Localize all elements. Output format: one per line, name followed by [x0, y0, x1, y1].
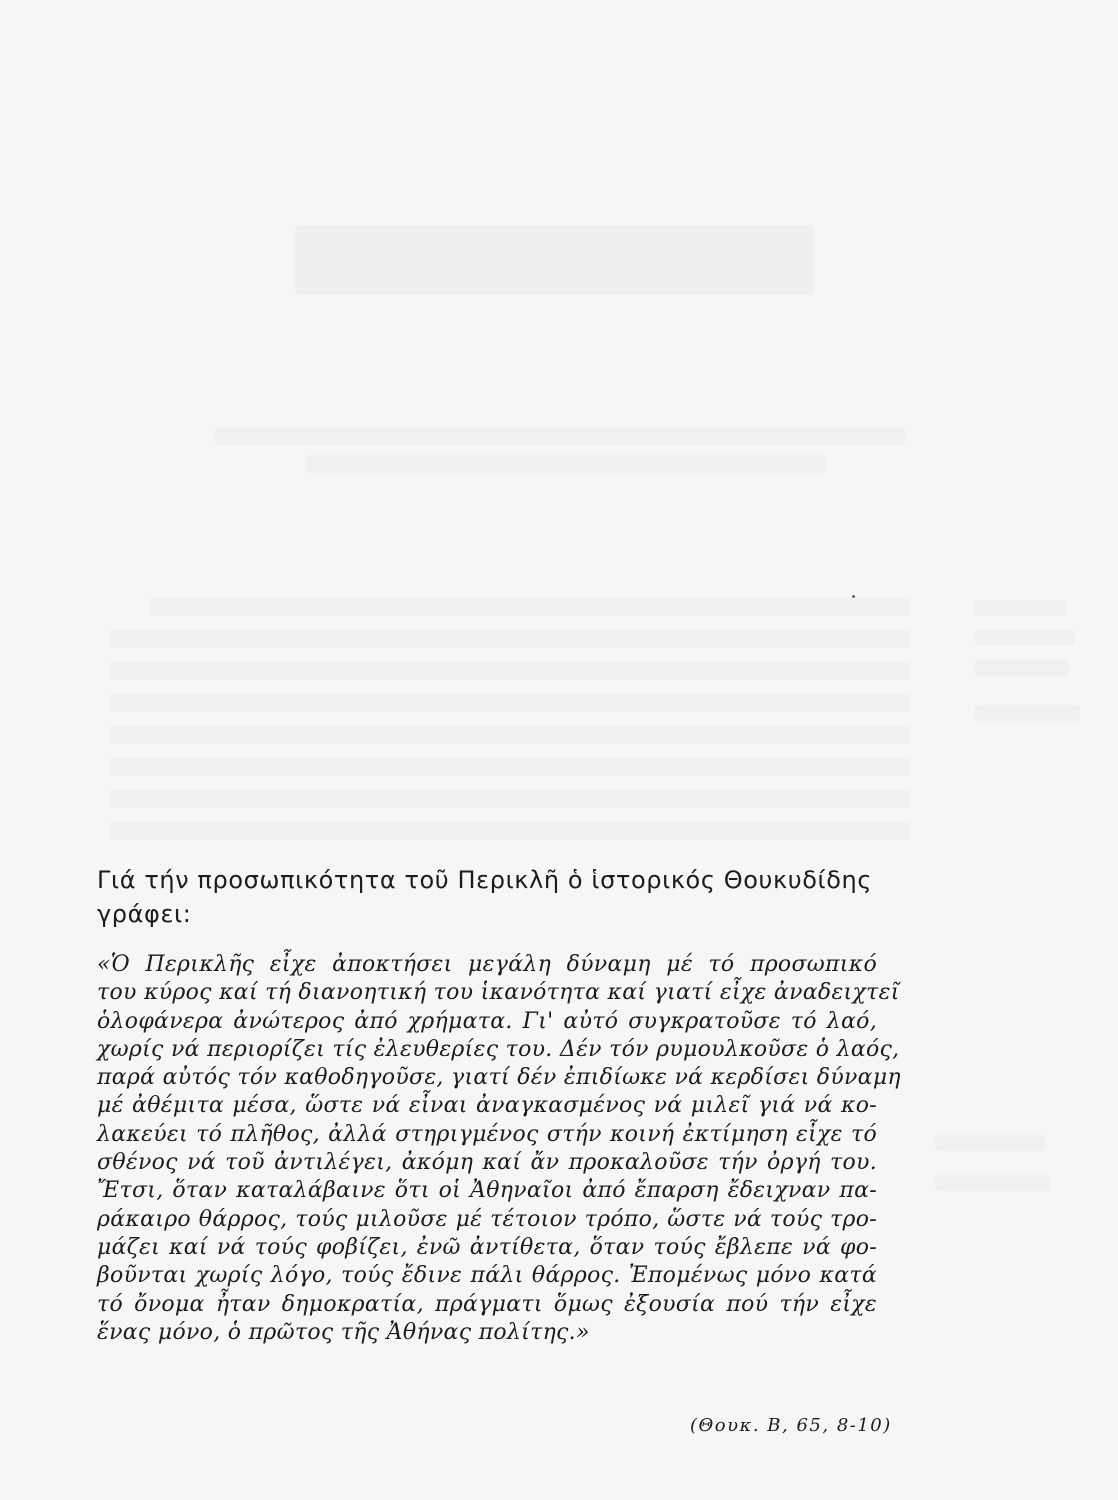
bleed-through-margin: [975, 600, 1065, 616]
bleed-through-line: [110, 662, 910, 680]
bleed-through-line: [150, 598, 910, 616]
bleed-through-margin: [975, 660, 1070, 676]
intro-line: Γιά τήν προσωπικότητα τοῦ Περικλῆ ὁ ἱστορικός Θουκυδίδης: [97, 866, 873, 894]
bleed-through-margin: [935, 1135, 1045, 1151]
bleed-through-margin: [975, 705, 1080, 721]
bleed-through-line: [110, 694, 910, 712]
quote-line: ράκαιρο θάρρος, τούς μιλοῦσε μέ τέτοιον τρόπο, ὥστε νά τούς τρο-: [97, 1206, 877, 1232]
quote-line: μάζει καί νά τούς φοβίζει, ἐνῶ ἀντίθετα, ὅταν τούς ἔβλεπε νά φο-: [97, 1234, 877, 1260]
bleed-through-line: [305, 455, 825, 473]
citation: (Θουκ. Β, 65, 8-10): [690, 1415, 892, 1436]
quote-line: μέ ἀθέμιτα μέσα, ὥστε νά εἶναι ἀναγκασμένος νά μιλεῖ γιά νά κο-: [97, 1093, 877, 1119]
thucydides-quote: [97, 951, 901, 1347]
quote-line: ὁλοφάνερα ἀνώτερος ἀπό χρήματα. Γι' αὐτό συγκρατοῦσε τό λαό,: [97, 1008, 877, 1034]
bleed-through-margin: [975, 630, 1075, 646]
bleed-through-margin: [935, 1175, 1050, 1191]
bleed-through-line: [110, 758, 910, 776]
quote-line: «Ὁ Περικλῆς εἶχε ἀποκτήσει μεγάλη δύναμη μέ τό προσωπικό: [97, 952, 877, 977]
bleed-through-line: [110, 790, 910, 808]
speck: [852, 595, 855, 598]
quote-line: λακεύει τό πλῆθος, ἀλλά στηριγμένος στήν κοινή ἐκτίμηση εἶχε τό: [97, 1121, 877, 1147]
intro-paragraph: [97, 863, 887, 931]
bleed-through-line: [110, 726, 910, 744]
quote-line: τό ὄνομα ἦταν δημοκρατία, πράγματι ὅμως ἐξουσία πού τήν εἶχε: [97, 1291, 877, 1317]
bleed-through-line: [215, 428, 905, 446]
quote-line: ἕνας μόνο, ὁ πρῶτος τῆς Ἀθήνας πολίτης.»: [97, 1319, 590, 1345]
intro-line: γράφει:: [97, 900, 192, 928]
bleed-through-line: [110, 630, 910, 648]
page-body: [97, 863, 901, 1347]
quote-line: σθένος νά τοῦ ἀντιλέγει, ἀκόμη καί ἄν προκαλοῦσε τήν ὀργή του.: [97, 1150, 877, 1176]
bleed-through-line: [110, 822, 910, 840]
quote-line: χωρίς νά περιορίζει τίς ἐλευθερίες του. Δέν τόν ρυμουλκοῦσε ὁ λαός,: [97, 1036, 900, 1062]
quote-line: Ἔτσι, ὅταν καταλάβαινε ὅτι οἱ Ἀθηναῖοι ἀπό ἔπαρση ἔδειχναν πα-: [97, 1178, 877, 1204]
quote-line: βοῦνται χωρίς λόγο, τούς ἔδινε πάλι θάρρος. Ἐπομένως μόνο κατά: [97, 1263, 877, 1289]
bleed-through-title: [295, 225, 815, 295]
quote-line: παρά αὐτός τόν καθοδηγοῦσε, γιατί δέν ἐπιδίωκε νά κερδίσει δύναμη: [97, 1065, 901, 1091]
quote-line: του κύρος καί τή διανοητική του ἱκανότητα καί γιατί εἶχε ἀναδειχτεῖ: [97, 980, 900, 1006]
